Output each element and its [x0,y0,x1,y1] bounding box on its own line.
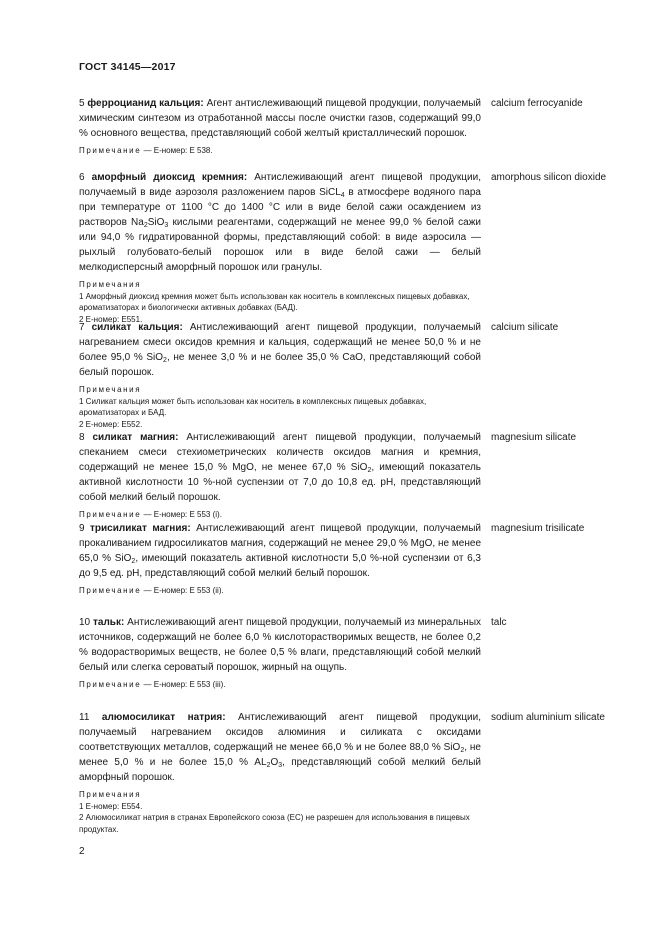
term-notes [79,279,481,325]
term-english: talc [491,617,507,628]
term-entry [79,521,481,597]
term-number: 7 [79,322,92,333]
notes-label: Примечание [79,510,142,519]
notes-label: Примечание [79,586,142,595]
term-definition [79,710,481,785]
definition-text: Антислеживающий агент пищевой продукции, получаемый спеканием смеси стехиометрических количеств оксидов магния и кремния, содержащий не менее 15,0 % MgO, не менее 67,0 % SiO$_2$, имеющий показатель активной кислотности 10 %-ной суспензии от 7,0 до 10,8 ед. pH, представляющий собой мелкий белый порошок. [79,432,482,503]
note-line: Примечание — Е-номер: Е 553 (ii). [79,586,224,595]
term-entry [79,320,481,430]
notes-label: Примечание [79,146,142,155]
term-english: calcium ferrocyanide [491,98,583,109]
term-number: 9 [79,523,91,534]
term-definition [79,430,481,505]
term-title: аморфный диоксид кремния: [91,172,255,183]
definition-text: Антислеживающий агент пищевой продукции, получаемый в виде аэрозоля разложением паров SiCL$_4$ в атмосфере водяного пара при температуре от 1100 °С до 1400 °С или в виде белой сажи осаждением из растворов $Na_2SiO_3$ кислыми реагентами, содержащий не менее 99,0 % белой сажи или 94,0 % гидратированной формы, представляющий собой: в виде аэросила — рыхлый голубовато-белый порошок или в виде белой сажи — белый мелкодисперсный аморфный порошок или гранулы. [79,172,481,273]
term-number: 8 [79,432,93,443]
term-english: magnesium silicate [491,432,577,443]
definition-text: Антислеживающий агент пищевой продукции, получаемый нагреванием смеси оксидов кремния и кальция, содержащий не менее 50,0 % и не более 95,0 % SiO$_2$, не менее 3,0 % и не более 35,0 % CaO, представляющий собой белый порошок. [79,322,482,378]
note-line: 2 Е-номер: Е552. [79,419,143,429]
definition-text: Антислеживающий агент пищевой продукции, получаемый из минеральных источников, содержащий не более 6,0 % кислоторастворимых веществ, не более 0,2 % водорастворимых веществ, не более 0,5 % влаги, представляющий собой мелкий белый или слегка сероватый порошок, жирный на ощупь. [79,617,481,673]
term-number: 10 [79,617,93,628]
term-notes [79,509,481,521]
term-english: sodium aluminium silicate [491,712,605,723]
term-definition [79,521,481,581]
term-number: 5 [79,98,88,109]
term-entry [79,96,481,157]
note-line: 1 Аморфный диоксид кремния может быть использован как носитель в комплексных пищевых добавках, ароматизаторах и биологически активных добавках (БАД). [79,291,470,312]
note-line: Примечание — Е-номер: Е 538. [79,146,213,155]
term-notes [79,789,481,835]
term-notes [79,679,481,691]
term-entry [79,170,481,325]
term-entry [79,710,481,835]
notes-label: Примечание [79,680,142,689]
definition-text: Антислеживающий агент пищевой продукции, получаемый прокаливанием гидросиликатов магния, содержащий не менее 29,0 % MgO, не менее 65,0 % SiO$_2$, имеющий показатель активной кислотности 5,0 %-ной суспензии от 6,3 до 9,5 ед. pH, представляющий собой мелкий белый порошок. [79,523,481,579]
note-line: 1 Е-номер: Е554. [79,801,143,811]
note-line: 2 Алюмосиликат натрия в странах Европейского союза (ЕС) не разрешен для использования в пищевых продуктах. [79,813,470,834]
term-definition [79,96,481,141]
note-line: 2 Е-номер: Е551. [79,314,143,324]
term-english: amorphous silicon dioxide [491,172,607,183]
term-number: 6 [79,172,92,183]
notes-label: Примечания [79,280,142,289]
term-number: 11 [79,712,102,723]
term-title: силикат кальция: [91,322,190,333]
definition-text: Агент антислеживающий пищевой продукции, получаемый химическим синтезом из отработанной массы после очистки газов, содержащий 99,0 % основного вещества, представляющий собой желтый кристаллический порошок. [79,98,482,139]
term-definition [79,320,481,380]
term-entry [79,615,481,691]
notes-label: Примечания [79,385,142,394]
term-english: magnesium trisilicate [491,523,585,534]
note-line: 1 Силикат кальция может быть использован как носитель в комплексных пищевых добавках, ароматизаторах и БАД. [79,396,427,417]
term-title: трисиликат магния: [90,523,197,534]
term-notes [79,384,481,430]
term-notes [79,585,481,597]
notes-label: Примечания [79,790,142,799]
note-line: Примечание — Е-номер: Е 553 (i). [79,510,222,519]
term-title: тальк: [93,617,128,628]
term-title: ферроцианид кальция: [87,98,207,109]
term-entry [79,430,481,521]
term-definition [79,615,481,675]
document-header: ГОСТ 34145—2017 [79,61,176,73]
note-line: Примечание — Е-номер: Е 553 (iii). [79,680,226,689]
term-title: силикат магния: [92,432,187,443]
term-title: алюмосиликат натрия: [101,712,239,723]
term-english: calcium silicate [491,322,559,333]
term-notes [79,145,481,157]
term-definition [79,170,481,275]
page-number: 2 [79,846,85,857]
definition-text: Антислеживающий агент пищевой продукции, получаемый нагреванием оксидов алюминия и силиката с оксидами соответствующих металлов, содержащий не менее 66,0 % и не более 88,0 % SiO$_2$, не менее 5,0 % и не более 15,0 % $AL_2O_3$, представляющий собой мелкий белый аморфный порошок. [79,712,481,783]
